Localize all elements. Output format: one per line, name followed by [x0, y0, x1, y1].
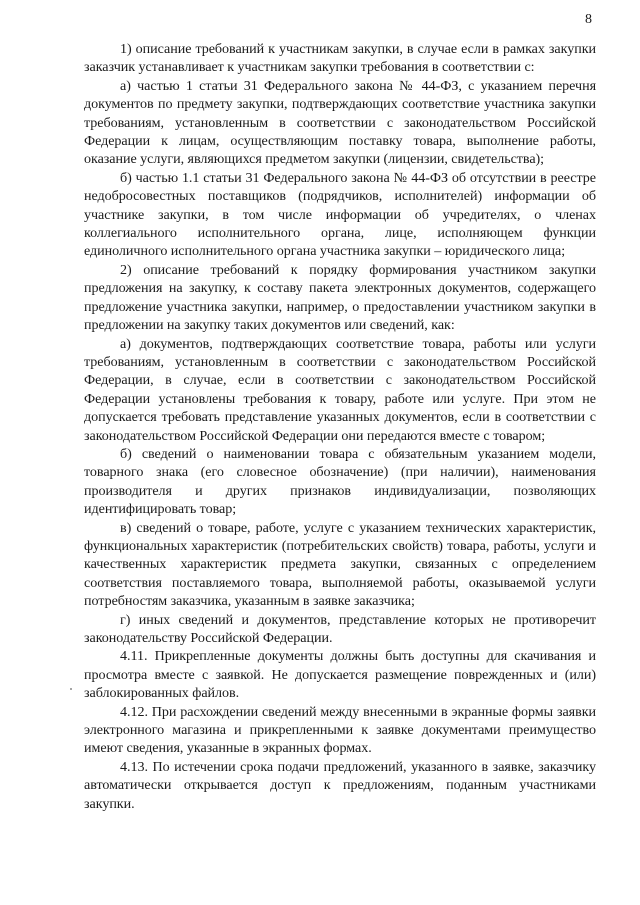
paragraph-2b: б) сведений о наименовании товара с обязательным указанием модели, товарного знака (его словесное обозначение) (при наличии), наименования производителя и других признаков индивидуализации, позволяющих идентифицировать товар; [84, 445, 596, 518]
scan-artifact [70, 688, 72, 690]
document-body [84, 40, 596, 813]
paragraph-4-13: 4.13. По истечении срока подачи предложений, указанного в заявке, заказчику автоматически открывается доступ к предложениям, поданным участниками закупки. [84, 758, 596, 812]
paragraph-1a: а) частью 1 статьи 31 Федерального закона № 44-ФЗ, с указанием перечня документов по предмету закупки, подтверждающих соответствие участника закупки требованиям, установленным в соответствии с законодательством Российской Федерации к лицам, осуществляющим поставку товара, выполнение работы, оказание услуги, являющихся предметом закупки (лицензии, свидетельства); [84, 77, 596, 168]
paragraph-2c: в) сведений о товаре, работе, услуге с указанием технических характеристик, функциональных характеристик (потребительских свойств) товара, работы, услуги и качественных характеристик предмета закупки, связанных с определением соответствия поставляемого товара, выполняемой работы, оказываемой услуги потребностям заказчика, указанным в заявке заказчика; [84, 519, 596, 610]
paragraph-1b: б) частью 1.1 статьи 31 Федерального закона № 44-ФЗ об отсутствии в реестре недобросовестных поставщиков (подрядчиков, исполнителей) информации об участнике закупки, в том числе информации об учредителях, о членах коллегиального исполнительного органа, лице, исполняющем функции единоличного исполнительного органа участника закупки – юридического лица; [84, 169, 596, 260]
paragraph-1: 1) описание требований к участникам закупки, в случае если в рамках закупки заказчик устанавливает к участникам закупки требования в соответствии с: [84, 41, 596, 76]
paragraph-2a: а) документов, подтверждающих соответствие товара, работы или услуги требованиям, установленным в соответствии с законодательством Российской Федерации, в случае, если в соответствии с законодательством Российской Федерации установлены требования к товару, работе или услуге. При этом не допускается требовать представление указанных документов, если в соответствии с законодательством Российской Федерации они передаются вместе с товаром; [84, 335, 596, 444]
page-number: 8 [585, 12, 592, 27]
paragraph-2: 2) описание требований к порядку формирования участником закупки предложения на закупку, к составу пакета электронных документов, содержащего предложение участника закупки, например, о предоставлении участником закупки в предложении на закупку таких документов или сведений, как: [84, 261, 596, 334]
paragraph-2d: г) иных сведений и документов, представление которых не противоречит законодательству Российской Федерации. [84, 611, 596, 646]
paragraph-4-12: 4.12. При расхождении сведений между внесенными в экранные формы заявки электронного магазина и прикрепленными к заявке документами преимущество имеют сведения, указанные в экранных формах. [84, 703, 596, 757]
paragraph-4-11: 4.11. Прикрепленные документы должны быть доступны для скачивания и просмотра вместе с заявкой. Не допускается размещение поврежденных и (или) заблокированных файлов. [84, 648, 596, 702]
